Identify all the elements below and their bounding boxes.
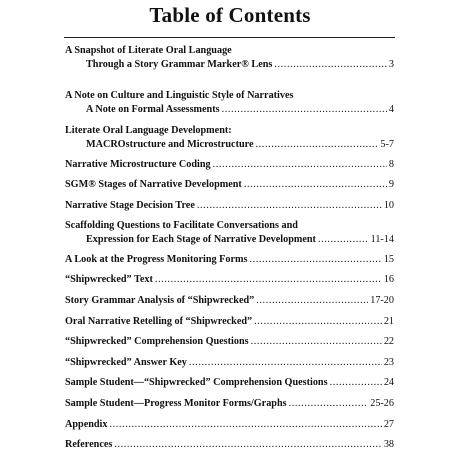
dot-leader [254, 315, 382, 329]
toc-entry-title: Story Grammar Analysis of “Shipwrecked” [65, 295, 255, 306]
dot-leader [213, 158, 387, 172]
toc-entry-title: Narrative Stage Decision Tree [65, 200, 195, 211]
toc-entry-title: Appendix [65, 419, 108, 430]
toc-page-number: 15 [383, 254, 394, 265]
toc-entry [65, 315, 394, 329]
toc-entry [65, 294, 394, 308]
dot-leader [274, 58, 387, 72]
toc-page-number: 3 [388, 58, 394, 70]
toc-entry [65, 89, 394, 116]
toc-entry-title: Literate Oral Language Development: [65, 125, 232, 136]
dot-leader [249, 253, 381, 267]
toc-entry-title: “Shipwrecked” Comprehension Questions [65, 336, 249, 347]
dot-leader [330, 376, 382, 390]
toc-entry-title-continued: MACROstructure and Microstructure [86, 138, 254, 150]
toc-entry [65, 335, 394, 349]
toc-page-number: 38 [383, 439, 394, 450]
dot-leader [256, 294, 368, 308]
toc-page-number: 22 [383, 336, 394, 347]
toc-page-number: 5-7 [380, 138, 394, 150]
toc-entry-title: Oral Narrative Retelling of “Shipwrecked” [65, 316, 253, 327]
page-title: Table of Contents [149, 3, 311, 27]
dot-leader [189, 356, 382, 370]
dot-leader [256, 138, 379, 152]
toc-entry [65, 273, 394, 287]
toc-entry [65, 376, 394, 390]
toc-page-number: 27 [383, 419, 394, 430]
dot-leader [109, 418, 381, 432]
toc-entry-title: Sample Student—Progress Monitor Forms/Graphs [65, 398, 287, 409]
dot-leader [197, 199, 382, 213]
toc-page-number: 8 [388, 159, 394, 170]
toc-entry-title: References [65, 439, 113, 450]
dot-leader [244, 178, 387, 192]
toc-entry [65, 199, 394, 213]
toc-page-number: 23 [383, 357, 394, 368]
toc-page-number: 9 [388, 179, 394, 190]
toc-page-number: 4 [388, 103, 394, 115]
toc-page-number: 11-14 [370, 233, 394, 245]
toc-page-number: 21 [383, 316, 394, 327]
toc-page-number: 10 [383, 200, 394, 211]
toc-entry-title-continued: Expression for Each Stage of Narrative Development [86, 233, 316, 245]
dot-leader [222, 103, 387, 117]
toc-entry [65, 356, 394, 370]
toc-entry [65, 253, 394, 267]
dot-leader [289, 397, 369, 411]
toc-entry [65, 124, 394, 151]
toc-entry-title: A Snapshot of Literate Oral Language [65, 45, 232, 56]
toc-entry-title: SGM® Stages of Narrative Development [65, 179, 242, 190]
title-divider [64, 37, 395, 38]
toc-entry-title: A Look at the Progress Monitoring Forms [65, 254, 248, 265]
toc-entry-title: Narrative Microstructure Coding [65, 159, 211, 170]
toc-entry-title-continued: A Note on Formal Assessments [86, 103, 220, 115]
toc-entry-title: A Note on Culture and Linguistic Style of Narratives [65, 90, 294, 101]
dot-leader [251, 335, 382, 349]
toc-entry-title: Sample Student—“Shipwrecked” Comprehension Questions [65, 377, 328, 388]
dot-leader [318, 233, 369, 247]
toc-page-number: 25-26 [370, 398, 394, 409]
toc-entry-title: Scaffolding Questions to Facilitate Conversations and [65, 220, 298, 231]
toc-entry-title-continued: Through a Story Grammar Marker® Lens [86, 58, 273, 70]
dot-leader [114, 438, 381, 452]
toc-entry [65, 158, 394, 172]
toc-entry [65, 44, 394, 71]
toc-entry [65, 178, 394, 192]
toc-entry [65, 397, 394, 411]
toc-page-number: 17-20 [370, 295, 394, 306]
toc-entry [65, 219, 394, 246]
toc-page-number: 16 [383, 274, 394, 285]
toc-entry [65, 438, 394, 452]
toc-page-number: 24 [383, 377, 394, 388]
dot-leader [155, 273, 382, 287]
toc-entry [65, 418, 394, 432]
toc-entry-title: “Shipwrecked” Text [65, 274, 153, 285]
toc-entry-title: “Shipwrecked” Answer Key [65, 357, 187, 368]
